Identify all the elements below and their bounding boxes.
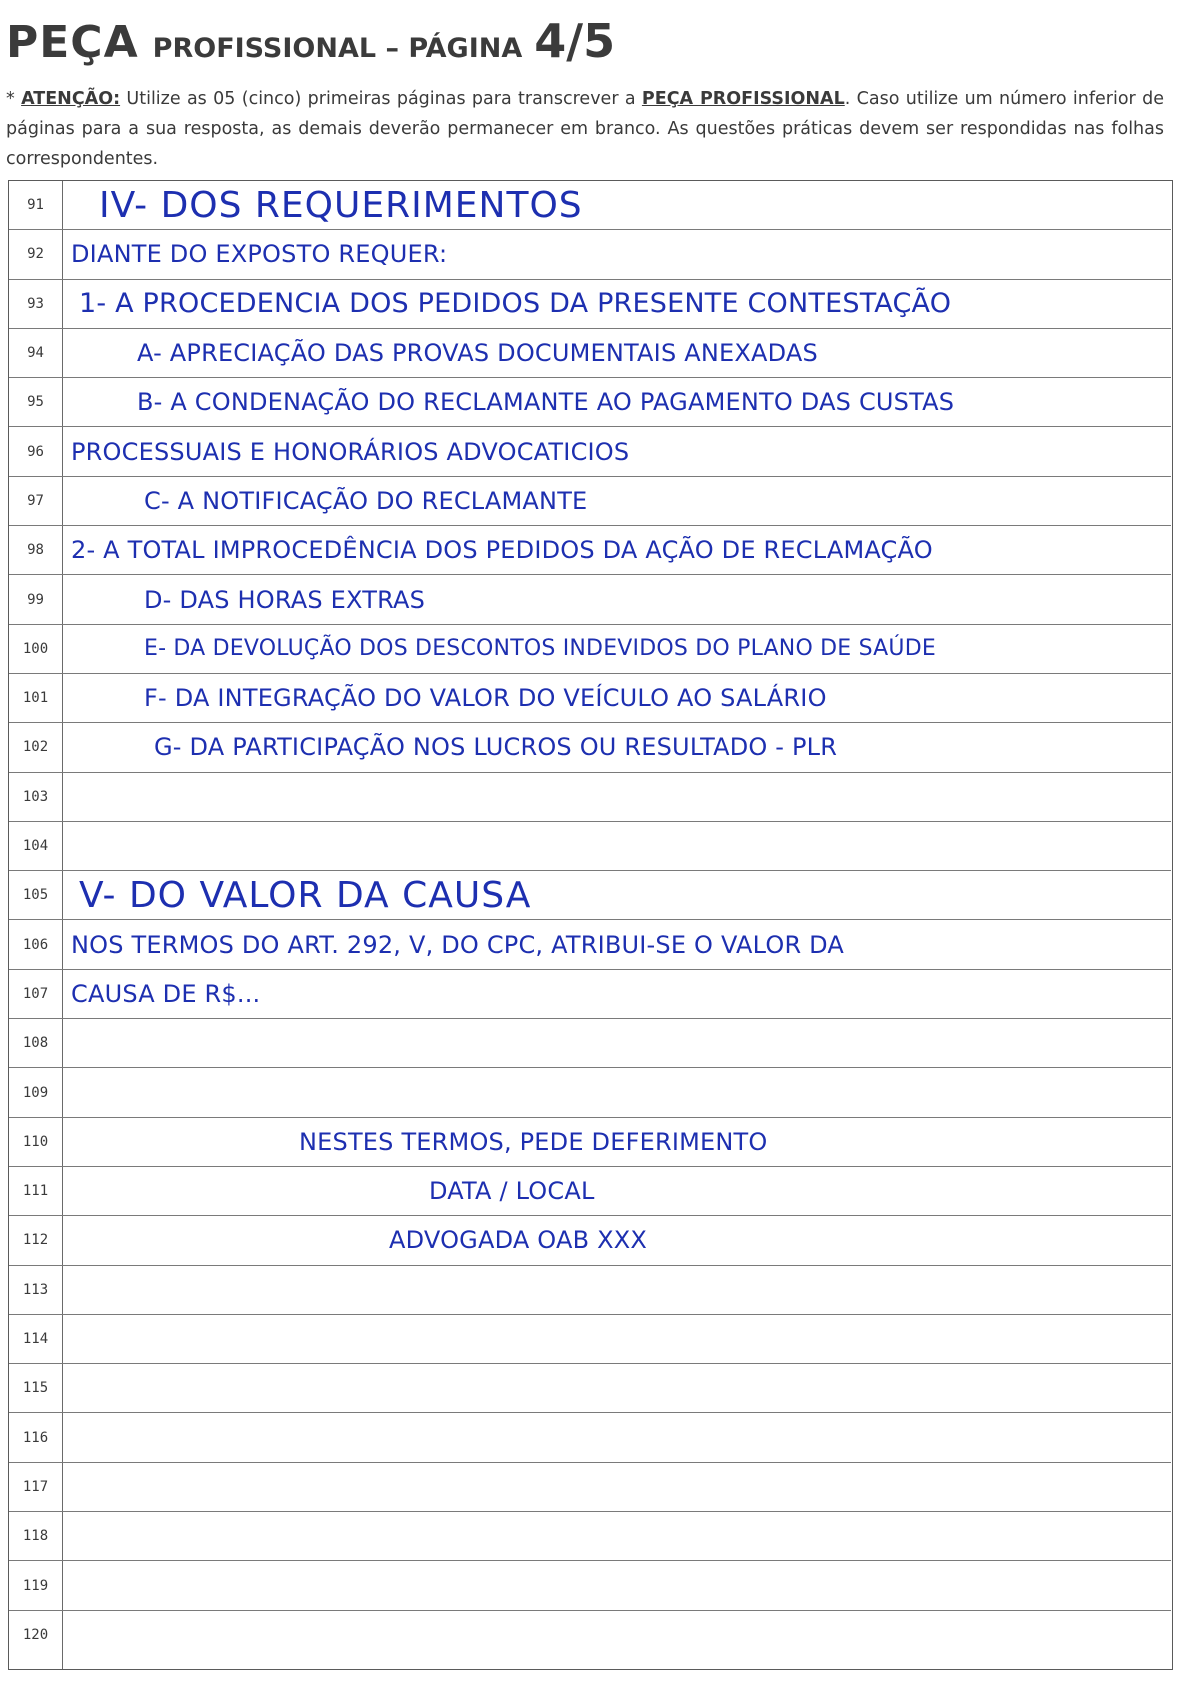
- handwritten-text: 2- A TOTAL IMPROCEDÊNCIA DOS PEDIDOS DA AÇÃO DE RECLAMAÇÃO: [71, 536, 933, 565]
- answer-line: [9, 181, 1171, 230]
- handwritten-text: G- DA PARTICIPAÇÃO NOS LUCROS OU RESULTADO - PLR: [154, 733, 838, 762]
- answer-line: [9, 723, 1171, 772]
- answer-line: [9, 1315, 1171, 1364]
- answer-line: [9, 921, 1171, 970]
- answer-line: [9, 1611, 1171, 1660]
- handwritten-text: C- A NOTIFICAÇÃO DO RECLAMANTE: [144, 486, 588, 515]
- handwritten-text: A- APRECIAÇÃO DAS PROVAS DOCUMENTAIS ANEXADAS: [137, 339, 818, 368]
- answer-line: [9, 773, 1171, 822]
- handwritten-text: PROCESSUAIS E HONORÁRIOS ADVOCATICIOS: [71, 437, 630, 466]
- line-number: 115: [22, 1380, 49, 1397]
- handwritten-text: D- DAS HORAS EXTRAS: [144, 585, 426, 614]
- answer-line: [9, 575, 1171, 624]
- answer-line: [9, 280, 1171, 329]
- line-number: 112: [22, 1232, 49, 1249]
- line-number: 105: [22, 887, 49, 904]
- answer-line: [9, 1167, 1171, 1216]
- answer-line: [9, 970, 1171, 1019]
- answer-line: [9, 1512, 1171, 1561]
- handwritten-text: 1- A PROCEDENCIA DOS PEDIDOS DA PRESENTE CONTESTAÇÃO: [79, 288, 952, 320]
- notice-piece: PEÇA PROFISSIONAL: [641, 89, 845, 109]
- line-number: 94: [27, 345, 44, 362]
- line-number: 99: [27, 591, 44, 608]
- answer-line: [9, 526, 1171, 575]
- line-number: 107: [22, 985, 49, 1002]
- line-number: 97: [27, 492, 44, 509]
- line-number: 116: [22, 1429, 49, 1446]
- handwritten-text: DATA / LOCAL: [429, 1177, 595, 1206]
- line-number: 91: [27, 197, 44, 214]
- answer-line: [9, 1118, 1171, 1167]
- title-word: PEÇA: [6, 17, 139, 68]
- line-number: 118: [22, 1528, 49, 1545]
- page-title: [6, 14, 615, 78]
- handwritten-text: V- DO VALOR DA CAUSA: [79, 874, 532, 916]
- answer-line: [9, 329, 1171, 378]
- line-number: 117: [22, 1478, 49, 1495]
- line-number: 102: [22, 739, 49, 756]
- handwritten-text: B- A CONDENAÇÃO DO RECLAMANTE AO PAGAMENTO DAS CUSTAS: [137, 388, 955, 417]
- handwritten-text: E- DA DEVOLUÇÃO DOS DESCONTOS INDEVIDOS DO PLANO DE SAÚDE: [144, 636, 936, 662]
- answer-line: [9, 1364, 1171, 1413]
- handwritten-text: DIANTE DO EXPOSTO REQUER:: [71, 240, 448, 269]
- line-number: 100: [22, 640, 49, 657]
- handwritten-text: F- DA INTEGRAÇÃO DO VALOR DO VEÍCULO AO SALÁRIO: [144, 684, 827, 713]
- line-number: 108: [22, 1035, 49, 1052]
- answer-sheet: [8, 180, 1173, 1670]
- line-number: 111: [22, 1183, 49, 1200]
- answer-line: [9, 1463, 1171, 1512]
- line-number: 109: [22, 1084, 49, 1101]
- answer-line: [9, 1019, 1171, 1068]
- answer-line: [9, 428, 1171, 477]
- answer-line: [9, 477, 1171, 526]
- answer-line: [9, 1561, 1171, 1610]
- handwritten-text: NOS TERMOS DO ART. 292, V, DO CPC, ATRIBUI-SE O VALOR DA: [71, 930, 845, 959]
- attention-notice: [6, 84, 1164, 174]
- line-number: 93: [27, 295, 44, 312]
- line-number: 92: [27, 246, 44, 263]
- line-number: 96: [27, 443, 44, 460]
- notice-prefix: *: [6, 89, 22, 109]
- answer-line: [9, 1216, 1171, 1265]
- answer-line: [9, 1414, 1171, 1463]
- line-number: 110: [22, 1133, 49, 1150]
- answer-line: [9, 230, 1171, 279]
- line-number: 106: [22, 936, 49, 953]
- title-rest: PROFISSIONAL – PÁGINA: [152, 33, 523, 64]
- notice-text-1: Utilize as 05 (cinco) primeiras páginas para transcrever a: [120, 89, 642, 109]
- line-number: 114: [22, 1331, 49, 1348]
- line-number: 120: [22, 1627, 49, 1644]
- line-number: 104: [22, 838, 49, 855]
- answer-line: [9, 625, 1171, 674]
- answer-line: [9, 1068, 1171, 1117]
- answer-line: [9, 378, 1171, 427]
- handwritten-text: ADVOGADA OAB XXX: [389, 1226, 647, 1255]
- line-number: 103: [22, 788, 49, 805]
- handwritten-text: CAUSA DE R$...: [71, 979, 261, 1008]
- handwritten-text: NESTES TERMOS, PEDE DEFERIMENTO: [299, 1127, 768, 1156]
- answer-line: [9, 822, 1171, 871]
- page-indicator: 4/5: [534, 14, 616, 68]
- answer-line: [9, 674, 1171, 723]
- handwritten-text: IV- DOS REQUERIMENTOS: [99, 184, 583, 226]
- notice-attention: ATENÇÃO:: [21, 89, 121, 109]
- line-number: 113: [22, 1281, 49, 1298]
- answer-line: [9, 1266, 1171, 1315]
- line-number: 95: [27, 394, 44, 411]
- line-number: 101: [22, 690, 49, 707]
- answer-line: [9, 871, 1171, 920]
- notice-text-2: . Caso utilize um número inferior de páginas para a sua resposta, as demais deverão permanecer em branco. As questões práticas devem ser respondidas nas folhas correspondentes.: [6, 89, 1164, 169]
- line-number: 98: [27, 542, 44, 559]
- line-number: 119: [22, 1577, 49, 1594]
